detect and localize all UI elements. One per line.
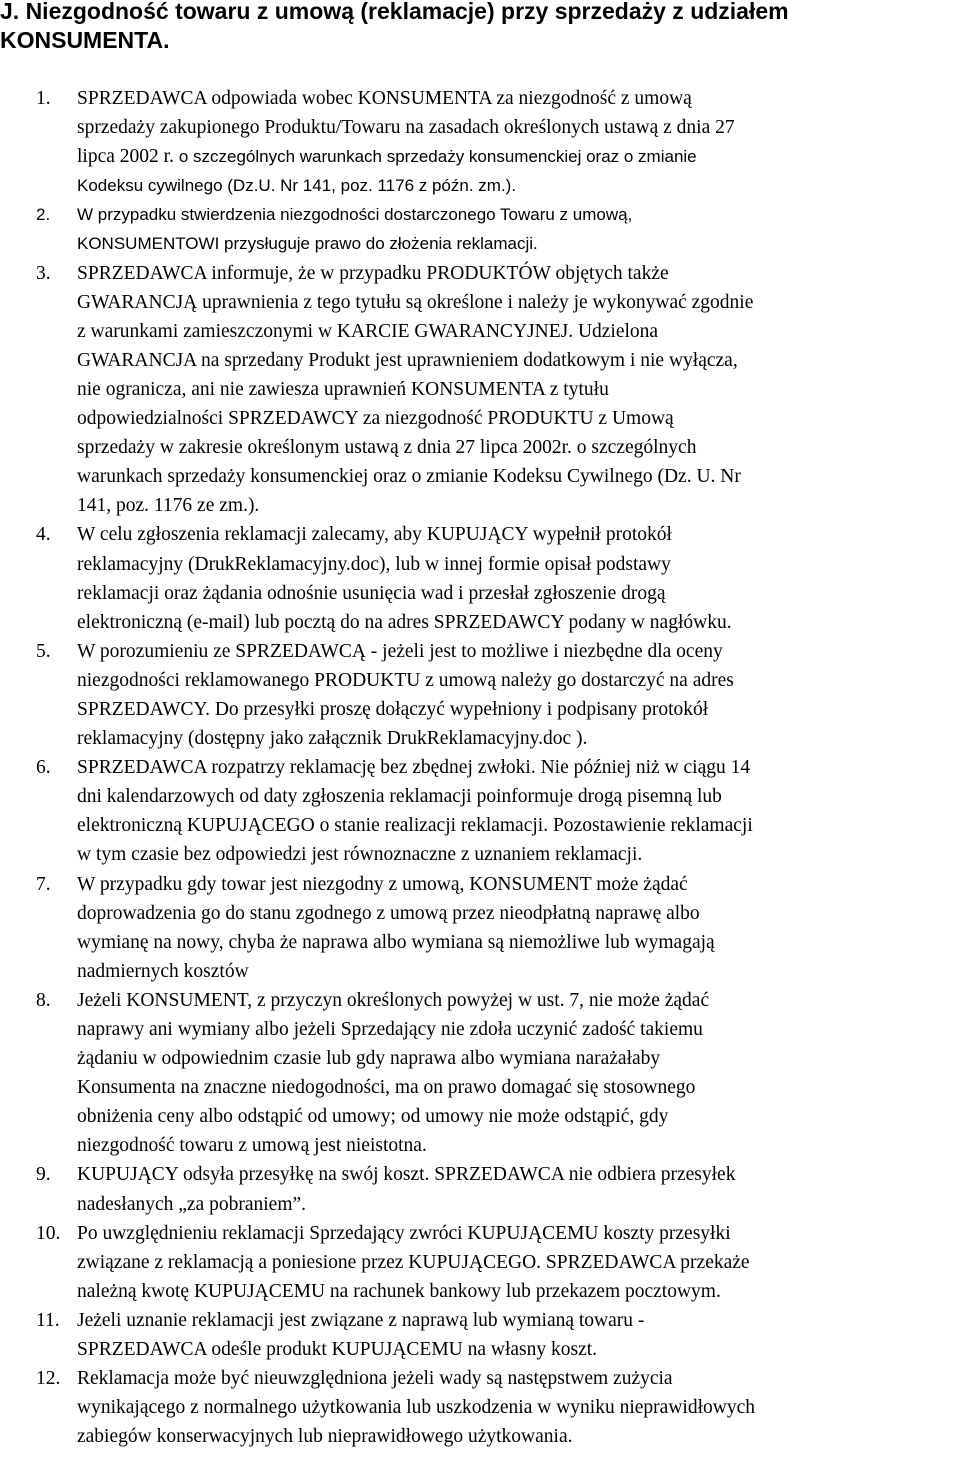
item-line: doprowadzenia go do stanu zgodnego z umową przez nieodpłatną naprawę albo <box>77 902 700 924</box>
item-line: SPRZEDAWCY. Do przesyłki proszę dołączyć wypełniony i podpisany protokół <box>77 698 709 720</box>
list-item-2 <box>0 200 960 258</box>
item-line: w tym czasie bez odpowiedzi jest równoznaczne z uznaniem reklamacji. <box>77 844 643 866</box>
item-line: z warunkami zamieszczonymi w KARCIE GWARANCYJNEJ. Udzielona <box>77 320 659 342</box>
item-line: reklamacji oraz żądania odnośnie usunięcia wad i przesłał zgłoszenie drogą <box>77 582 666 604</box>
item-number: 6. <box>36 757 51 779</box>
list-item-1 <box>0 84 960 200</box>
item-line: wynikającego z normalnego użytkowania lub uszkodzenia w wyniku nieprawidłowych <box>77 1397 755 1419</box>
list-item-9 <box>0 1160 960 1218</box>
item-line: niezgodności reklamowanego PRODUKTU z umową należy go dostarczyć na adres <box>77 669 734 691</box>
list-item-3 <box>0 259 960 521</box>
item-line: GWARANCJĄ uprawnienia z tego tytułu są określone i należy je wykonywać zgodnie <box>77 291 754 313</box>
item-line: 141, poz. 1176 ze zm.). <box>77 495 260 517</box>
item-line: żądaniu w odpowiednim czasie lub gdy naprawa albo wymiana narażałaby <box>77 1048 661 1070</box>
item-number: 4. <box>36 524 51 546</box>
item-line: nadesłanych „za pobraniem”. <box>77 1193 307 1215</box>
item-line: reklamacyjny (DrukReklamacyjny.doc), lub w innej formie opisał podstawy <box>77 553 671 575</box>
list-item-7 <box>0 870 960 986</box>
item-line: odpowiedzialności SPRZEDAWCY za niezgodność PRODUKTU z Umową <box>77 408 674 430</box>
item-line: związane z reklamacją a poniesione przez KUPUJĄCEGO. SPRZEDAWCA przekaże <box>77 1251 750 1273</box>
list-item-10 <box>0 1219 960 1306</box>
item-line: sprzedaży zakupionego Produktu/Towaru na zasadach określonych ustawą z dnia 27 <box>77 117 735 139</box>
item-number: 3. <box>36 262 51 284</box>
item-line: dni kalendarzowych od daty zgłoszenia reklamacji poinformuje drogą pisemną lub <box>77 786 722 808</box>
item-line: KONSUMENTOWI przysługuje prawo do złożenia reklamacji. <box>77 234 538 254</box>
item-line-part: o szczególnych warunkach sprzedaży konsumenckiej oraz o zmianie <box>178 147 697 167</box>
list-item-8 <box>0 986 960 1161</box>
item-line: W celu zgłoszenia reklamacji zalecamy, aby KUPUJĄCY wypełnił protokół <box>77 524 672 546</box>
item-line: Reklamacja może być nieuwzględniona jeżeli wady są następstwem zużycia <box>77 1368 673 1390</box>
item-line <box>77 142 960 171</box>
item-line: obniżenia ceny albo odstąpić od umowy; od umowy nie może odstąpić, gdy <box>77 1106 669 1128</box>
list-item-12 <box>0 1364 960 1451</box>
item-line: zabiegów konserwacyjnych lub nieprawidłowego użytkowania. <box>77 1426 573 1448</box>
item-number: 1. <box>36 88 51 109</box>
item-number: 10. <box>36 1222 61 1244</box>
list-item-11 <box>0 1306 960 1364</box>
item-line: reklamacyjny (dostępny jako załącznik DrukReklamacyjny.doc ). <box>77 728 588 750</box>
item-line: niezgodność towaru z umową jest nieistotna. <box>77 1135 427 1157</box>
item-line-part: lipca 2002 r. <box>77 146 174 168</box>
item-line: należną kwotę KUPUJĄCEMU na rachunek bankowy lub przekazem pocztowym. <box>77 1280 721 1302</box>
item-number: 11. <box>36 1309 60 1331</box>
item-number: 5. <box>36 640 51 662</box>
item-line: SPRZEDAWCA rozpatrzy reklamację bez zbędnej zwłoki. Nie później niż w ciągu 14 <box>77 757 751 779</box>
item-number: 8. <box>36 989 51 1011</box>
item-line: W przypadku gdy towar jest niezgodny z umową, KONSUMENT może żądać <box>77 873 688 895</box>
item-number: 2. <box>36 205 51 225</box>
item-number: 12. <box>36 1368 61 1390</box>
item-line: W porozumieniu ze SPRZEDAWCĄ - jeżeli jest to możliwe i niezbędne dla oceny <box>77 640 723 662</box>
section-heading <box>0 0 950 55</box>
item-line: KUPUJĄCY odsyła przesyłkę na swój koszt. SPRZEDAWCA nie odbiera przesyłek <box>77 1164 736 1186</box>
complaint-rules-list <box>0 84 960 1451</box>
item-number: 7. <box>36 873 51 895</box>
item-line: W przypadku stwierdzenia niezgodności dostarczonego Towaru z umową, <box>77 205 633 225</box>
item-line: Konsumenta na znaczne niedogodności, ma on prawo domagać się stosownego <box>77 1077 696 1099</box>
item-line: GWARANCJA na sprzedany Produkt jest uprawnieniem dodatkowym i nie wyłącza, <box>77 349 738 371</box>
item-line: wymianę na nowy, chyba że naprawa albo wymiana są niemożliwe lub wymagają <box>77 931 715 953</box>
item-line: SPRZEDAWCA odpowiada wobec KONSUMENTA za niezgodność z umową <box>77 88 692 109</box>
item-line: Kodeksu cywilnego (Dz.U. Nr 141, poz. 1176 z późn. zm.). <box>77 176 517 196</box>
list-item-5 <box>0 637 960 753</box>
item-line: nadmiernych kosztów <box>77 960 249 982</box>
item-line: sprzedaży w zakresie określonym ustawą z dnia 27 lipca 2002r. o szczególnych <box>77 437 697 459</box>
item-line: Jeżeli KONSUMENT, z przyczyn określonych powyżej w ust. 7, nie może żądać <box>77 989 710 1011</box>
list-item-6 <box>0 753 960 869</box>
item-line: elektroniczną (e-mail) lub pocztą do na adres SPRZEDAWCY podany w nagłówku. <box>77 611 732 633</box>
item-line: SPRZEDAWCA odeśle produkt KUPUJĄCEMU na własny koszt. <box>77 1339 598 1361</box>
item-line: nie ogranicza, ani nie zawiesza uprawnień KONSUMENTA z tytułu <box>77 378 609 400</box>
list-item-4 <box>0 520 960 636</box>
item-line: SPRZEDAWCA informuje, że w przypadku PRODUKTÓW objętych także <box>77 262 669 284</box>
item-line: warunkach sprzedaży konsumenckiej oraz o zmianie Kodeksu Cywilnego (Dz. U. Nr <box>77 466 741 488</box>
heading-line: KONSUMENTA. <box>0 27 170 53</box>
item-line: naprawy ani wymiany albo jeżeli Sprzedający nie zdoła uczynić zadość takiemu <box>77 1019 703 1040</box>
item-number: 9. <box>36 1164 51 1186</box>
heading-line: J. Niezgodność towaru z umową (reklamacje) przy sprzedaży z udziałem <box>0 0 789 24</box>
item-line: Po uwzględnieniu reklamacji Sprzedający zwróci KUPUJĄCEMU koszty przesyłki <box>77 1222 731 1244</box>
item-line: elektroniczną KUPUJĄCEGO o stanie realizacji reklamacji. Pozostawienie reklamacji <box>77 815 753 837</box>
item-line: Jeżeli uznanie reklamacji jest związane z naprawą lub wymianą towaru - <box>77 1309 645 1331</box>
